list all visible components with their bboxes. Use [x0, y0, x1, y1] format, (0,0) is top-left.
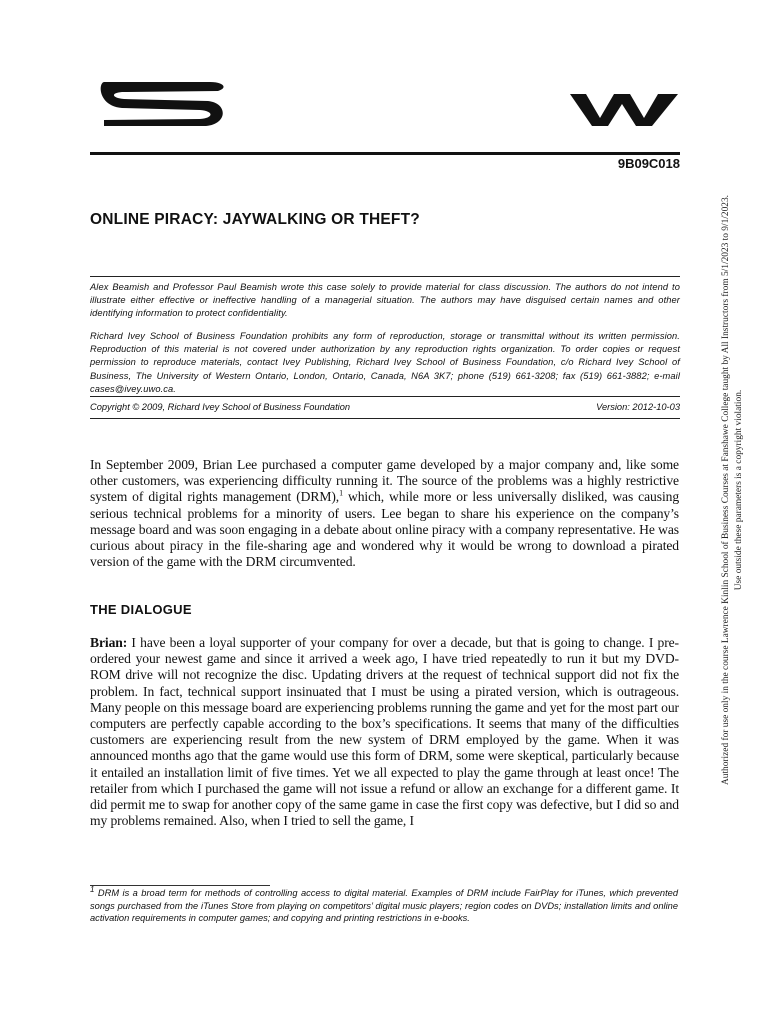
footnote-rule — [90, 885, 270, 886]
intro-paragraph — [90, 457, 679, 570]
logo-w-mark — [570, 94, 678, 126]
section-heading: THE DIALOGUE — [90, 602, 192, 617]
dialogue-text: I have been a loyal supporter of your company for over a decade, but that is going to change. I pre- ordered your newest game and since it arrived a week ago, I have tried repeatedly to run it but my DVD- ROM drive will not recognize the disc. Updating drivers at the request of technical support did not fix the problem. In fact, technical support insinuated that I must be using a pirated version, which is outrageous. Many people on this message board are experiencing problems running the game and yet for the most part our computers are perfectly capable according to the box’s specifications. It seems that many of the difficulties customers are experiencing result from the new system of DRM employed by the game. When it was announced months ago that the game would use this form of DRM, some were skeptical, particularly because it entailed an installation limit of five times. Yet we all expected to play the game through at least once! The retailer from which I purchased the game will not issue a refund or allow an exchange for a different game. It did permit me to swap for another copy of the same game in case the first copy was defective, but I did so and my problems remained. Also, when I tried to sell the game, I — [90, 635, 679, 829]
footnote-mark: 1 — [90, 884, 95, 894]
authorization-notice — [720, 160, 745, 820]
intro-text-a: In September 2009, Brian Lee purchased a computer game developed by a major company and, like some other customers, was experiencing difficulty running it. The source of the problems was a highly restrictive system of digital rights management (DRM), — [90, 457, 679, 505]
disclaimer-mid-rule — [90, 396, 680, 397]
footnote-text: DRM is a broad term for methods of controlling access to digital material. Examples of DRM include FairPlay for iTunes, which prevented songs purchased from the iTunes Store from playing on competitors’ digital music players; region codes on DVDs; installation limits and online activation requirements in computer games; and copying and printing restrictions in e-books. — [90, 888, 678, 924]
intro-text-b: which, while more or less universally disliked, was causing serious technical problems for a minority of users. Lee began to share his experience on the company’s message board and was soon engaging in a debate about online piracy with a company representative. He was curious about piracy in the file-sharing age and wondered why it would be wrong to download a pirated version of the game with the DRM circumvented. — [90, 489, 680, 570]
dialogue-paragraph — [90, 635, 679, 829]
header-rule — [90, 152, 680, 155]
footnote-reference: 1 — [339, 488, 343, 498]
authorization-line-1: Authorized for use only in the course Lawrence Kinlin School of Business Courses at Fanshawe College taught by All Instructors from 5/1/2023 to 9/1/2023. — [721, 195, 731, 786]
disclaimer-paragraph-2: Richard Ivey School of Business Foundation prohibits any form of reproduction, storage or transmittal without its written permission. Reproduction of this material is not covered under authorization by any reproduction rights organization. To order copies or request permission to reproduce materials, contact Ivey Publishing, Richard Ivey School of Business Foundation, c/o Richard Ivey School of Business, The University of Western Ontario, London, Ontario, Canada, N6A 3K7; phone (519) 661-3208; fax (519) 661-3882; e-mail cases@ivey.uwo.ca. — [90, 331, 680, 394]
version-text: Version: 2012-10-03 — [596, 402, 680, 412]
speaker-name: Brian: — [90, 635, 128, 650]
disclaimer-bottom-rule — [90, 418, 680, 419]
disclaimer-top-rule — [90, 276, 680, 277]
page-title: ONLINE PIRACY: JAYWALKING OR THEFT? — [90, 211, 420, 228]
copyright-text: Copyright © 2009, Richard Ivey School of Business Foundation — [90, 402, 351, 412]
authorization-line-2: Use outside these parameters is a copyright violation. — [733, 389, 744, 591]
ivey-logo — [100, 80, 685, 130]
logo-s-mark — [101, 82, 224, 126]
disclaimer-paragraph-1: Alex Beamish and Professor Paul Beamish wrote this case solely to provide material for class discussion. The authors do not intend to illustrate either effective or ineffective handling of a managerial situation. The authors may have disguised certain names and other identifying information to protect confidentiality. — [90, 282, 680, 319]
footnote — [90, 884, 678, 925]
case-code: 9B09C018 — [617, 156, 680, 171]
